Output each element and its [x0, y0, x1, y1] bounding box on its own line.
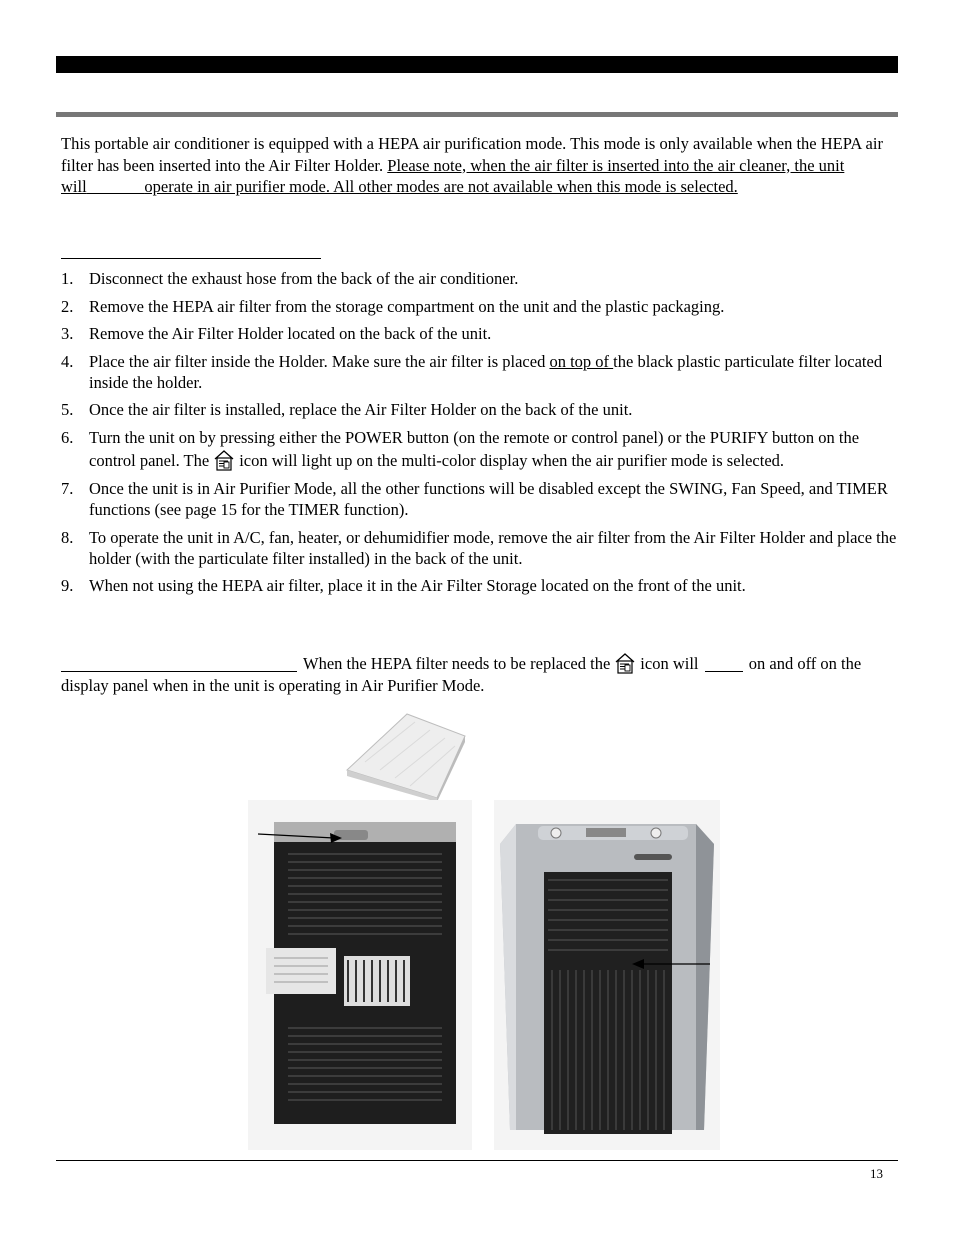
house-filter-icon: [213, 448, 235, 472]
header-black-bar: [56, 56, 898, 73]
step-4: [61, 351, 901, 393]
intro-underlined-b: operate in air purifier mode. All other modes are not available when this mode is selected.: [144, 177, 738, 196]
replace-text: on and off on the display panel when in the unit is operating in Air Purifier Mode.: [61, 654, 862, 695]
replace-text: When the HEPA filter needs to be replaced the: [303, 654, 611, 673]
step-2: [61, 296, 901, 317]
installation-steps: [61, 268, 901, 603]
step-9: [61, 575, 901, 596]
replace-heading-rule: [61, 671, 297, 672]
step-text: Disconnect the exhaust hose from the back of the air conditioner.: [89, 269, 519, 288]
section-gray-rule: [56, 112, 898, 117]
replace-blank: [705, 671, 743, 672]
step-text: Remove the Air Filter Holder located on the back of the unit.: [89, 324, 492, 343]
step-number: 8.: [61, 527, 74, 547]
step-text: Turn the unit on by pressing either the POWER button (on the remote or control panel) or the PURIFY button on the control panel. The: [89, 427, 860, 470]
step-number: 5.: [61, 400, 74, 419]
step-number: 4.: [61, 351, 74, 371]
step-text: Once the air filter is installed, replace the Air Filter Holder on the back of the unit.: [89, 400, 633, 419]
step-number: 6.: [61, 427, 74, 447]
step-text: Place the air filter inside the Holder. Make sure the air filter is placed: [89, 351, 550, 371]
step-text-underlined: on top of: [549, 351, 614, 371]
intro-text: This portable air conditioner is equipped with a HEPA air purification mode. This mode is only available when the HEPA air filter has been inserted into the Air Filter Holder.: [61, 134, 883, 175]
intro-paragraph: [61, 133, 901, 198]
step-text: Once the unit is in Air Purifier Mode, all the other functions will be disabled except the SWING, Fan Speed, and TIMER functions (see page 15 for the TIMER function).: [89, 479, 888, 519]
step-7: [61, 478, 901, 520]
intro-blank: [87, 177, 145, 196]
step-text: icon will light up on the multi-color display when the air purifier mode is selected.: [239, 450, 785, 470]
unit-front-image: [494, 800, 720, 1150]
step-number: 2.: [61, 296, 74, 316]
step-8: [61, 527, 901, 569]
hepa-filter-image: [345, 712, 467, 802]
house-filter-icon: [614, 651, 636, 675]
holder-arrow-icon: [258, 830, 342, 844]
step-6: [61, 427, 901, 472]
filter-replace-note: [61, 651, 901, 697]
install-heading-rule: [61, 258, 321, 259]
step-text: the black plastic particulate filter located inside the holder.: [89, 351, 883, 392]
step-text: When not using the HEPA air filter, place it in the Air Filter Storage located on the front of the unit.: [89, 576, 746, 595]
page-number: 13: [870, 1166, 883, 1181]
step-text: Remove the HEPA air filter from the storage compartment on the unit and the plastic packaging.: [89, 296, 725, 316]
intro-underlined-a: Please note, when the air filter is inserted into the air cleaner, the unit will: [61, 155, 845, 196]
step-number: 7.: [61, 479, 74, 498]
replace-text: icon will: [640, 654, 699, 673]
step-number: 9.: [61, 576, 74, 595]
footer-rule: [56, 1160, 898, 1161]
step-text: To operate the unit in A/C, fan, heater, or dehumidifier mode, remove the air filter from the Air Filter Holder and place the holder (with the particulate filter installed) in the back of the unit.: [89, 527, 897, 568]
step-number: 3.: [61, 324, 74, 343]
step-3: [61, 323, 901, 344]
unit-back-image: [248, 800, 472, 1150]
step-5: [61, 399, 901, 420]
step-1: [61, 268, 901, 289]
step-number: 1.: [61, 269, 74, 288]
storage-arrow-icon: [632, 957, 710, 971]
